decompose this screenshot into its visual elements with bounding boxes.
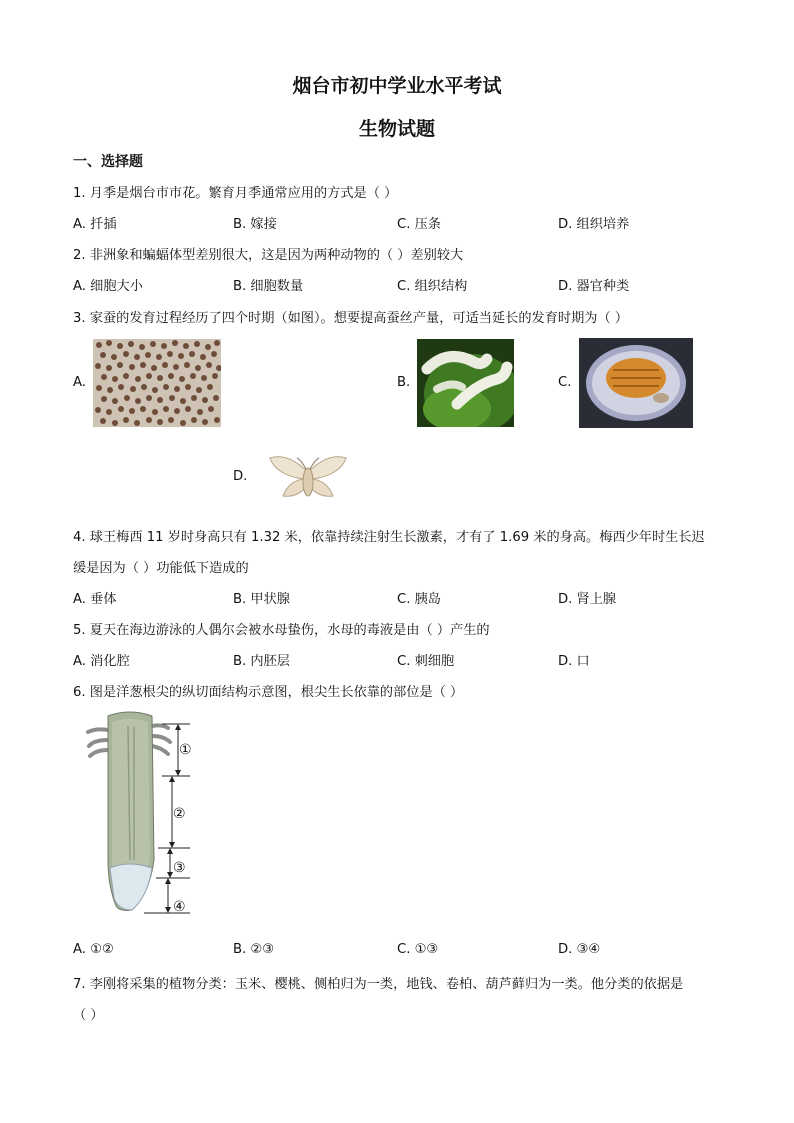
q2-option-d: D. 器官种类 (558, 279, 630, 294)
question-4-line-2: 缓是因为（ ）功能低下造成的 (73, 561, 249, 576)
q1-option-c: C. 压条 (397, 217, 441, 232)
q6-option-c: C. ①③ (397, 942, 439, 957)
q4-option-b: B. 甲状腺 (233, 592, 290, 607)
question-3: 3. 家蚕的发育过程经历了四个时期（如图）。想要提高蚕丝产量，可适当延长的发育时期为（ ） (73, 311, 629, 326)
q3-option-a: A. (73, 375, 86, 390)
question-1: 1. 月季是烟台市市花。繁育月季通常应用的方式是（ ） (73, 186, 398, 201)
q6-option-a: A. ①② (73, 942, 114, 957)
q1-option-b: B. 嫁接 (233, 217, 277, 232)
q5-option-c: C. 刺细胞 (397, 654, 455, 669)
root-label-1: ① (179, 742, 192, 758)
silkworm-larva-image (417, 339, 514, 427)
q6-option-d: D. ③④ (558, 942, 601, 957)
root-label-2: ② (173, 806, 186, 822)
question-7-line-2: （ ） (73, 1008, 104, 1023)
q3-option-b: B. (397, 375, 411, 390)
question-6: 6. 图是洋葱根尖的纵切面结构示意图，根尖生长依靠的部位是（ ） (73, 685, 464, 700)
q4-option-d: D. 肾上腺 (558, 592, 617, 607)
q6-option-b: B. ②③ (233, 942, 275, 957)
question-2: 2. 非洲象和蝙蝠体型差别很大，这是因为两种动物的（ ）差别较大 (73, 248, 464, 263)
q5-option-a: A. 消化腔 (73, 654, 130, 669)
page-title: 烟台市初中学业水平考试 (292, 75, 502, 97)
section-heading: 一、选择题 (73, 154, 143, 170)
root-label-3: ③ (173, 860, 186, 876)
silkworm-pupa-image (579, 338, 693, 428)
q2-option-b: B. 细胞数量 (233, 279, 304, 294)
q5-option-d: D. 口 (558, 654, 590, 669)
q2-option-c: C. 组织结构 (397, 279, 468, 294)
question-5: 5. 夏天在海边游泳的人偶尔会被水母蛰伤，水母的毒液是由（ ）产生的 (73, 623, 490, 638)
q5-option-b: B. 内胚层 (233, 654, 290, 669)
root-label-4: ④ (173, 899, 186, 915)
silkworm-eggs-image (93, 339, 221, 427)
q4-option-c: C. 胰岛 (397, 592, 441, 607)
q1-option-a: A. 扦插 (73, 217, 117, 232)
silkworm-moth-image (267, 452, 349, 504)
q1-option-d: D. 组织培养 (558, 217, 630, 232)
q2-option-a: A. 细胞大小 (73, 279, 143, 294)
question-4-line-1: 4. 球王梅西 11 岁时身高只有 1.32 米，依靠持续注射生长激素，才有了 1.69 米的身高。梅西少年时生长迟 (73, 530, 705, 545)
q3-option-c: C. (558, 375, 572, 390)
page-subtitle: 生物试题 (358, 118, 435, 140)
q4-option-a: A. 垂体 (73, 592, 117, 607)
q3-option-d: D. (233, 469, 248, 484)
question-7-line-1: 7. 李刚将采集的植物分类：玉米、樱桃、侧柏归为一类，地钱、卷柏、葫芦藓归为一类。他分类的依据是 (73, 977, 684, 992)
